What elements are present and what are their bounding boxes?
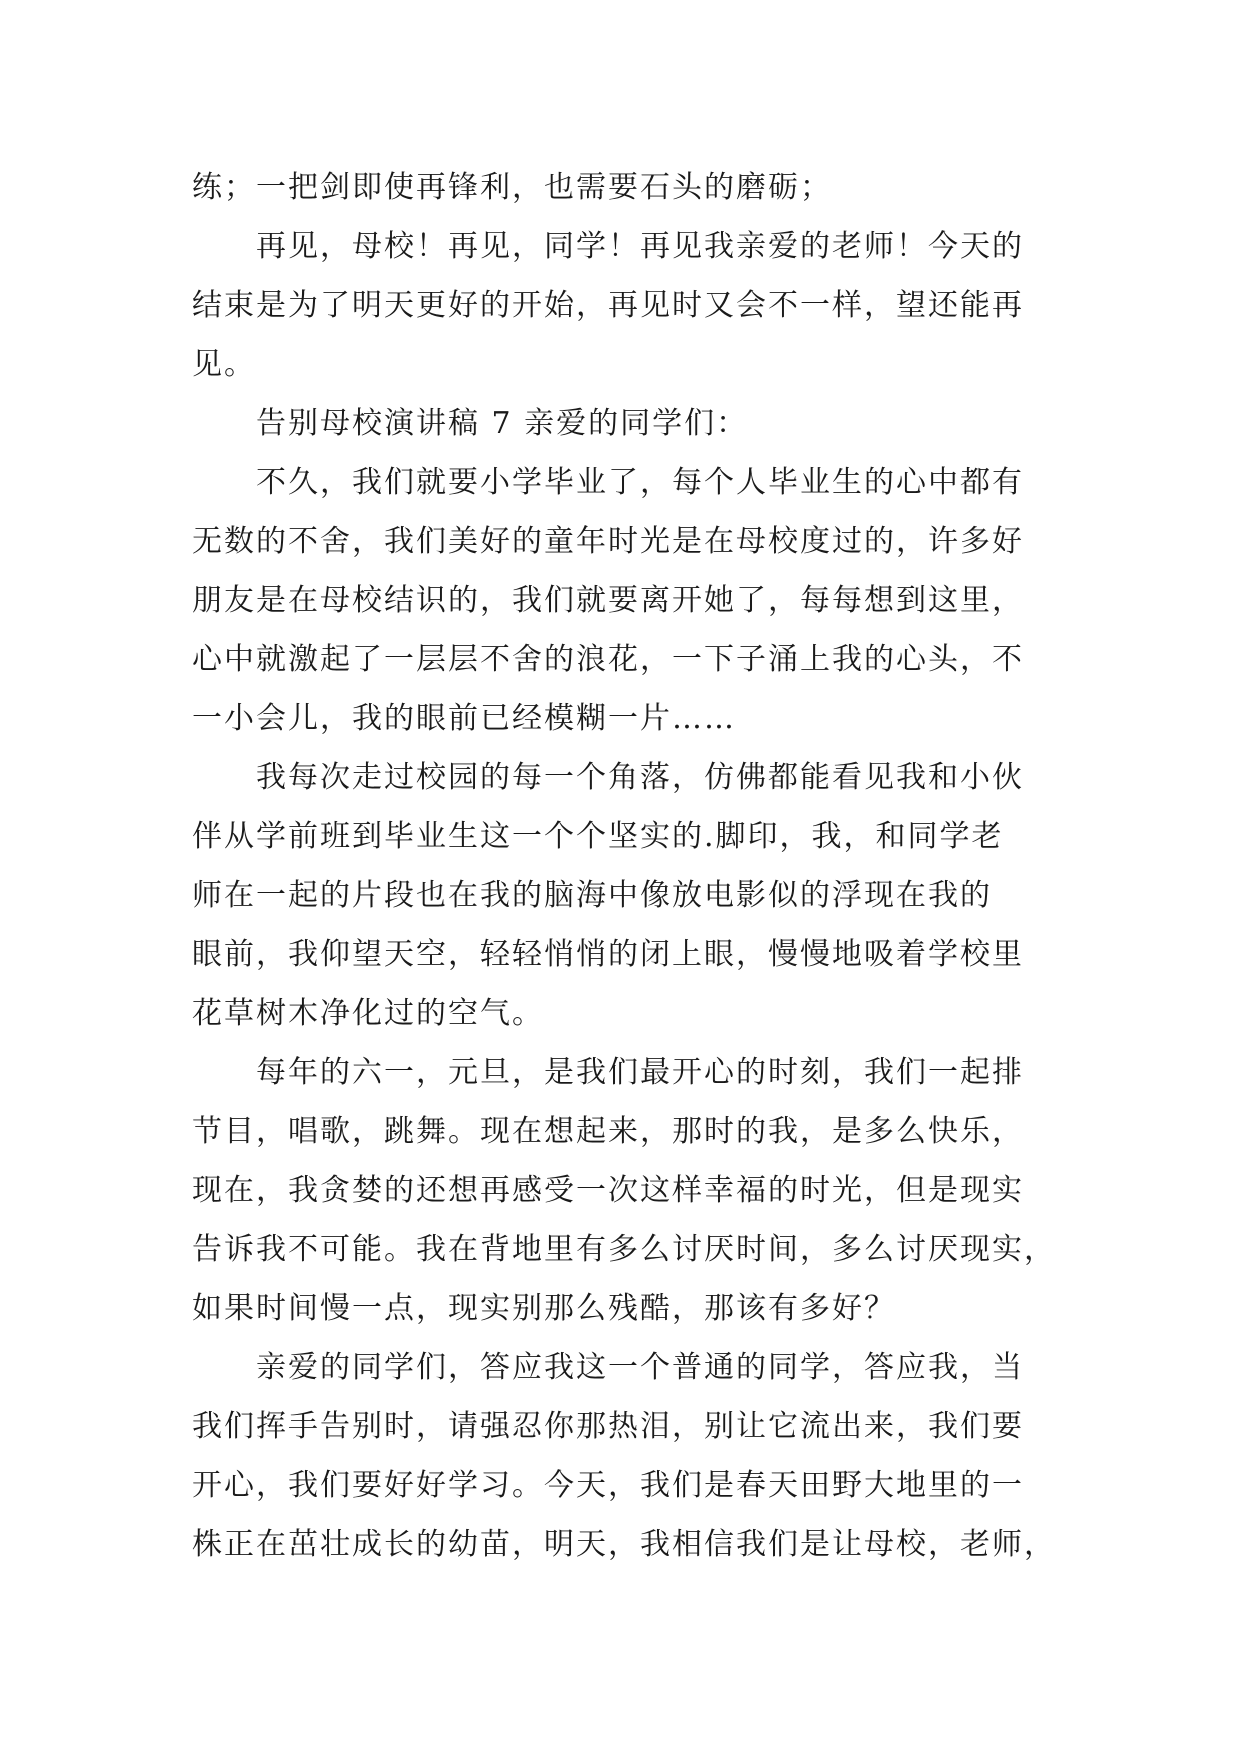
- paragraph-start: 再见，母校！再见，同学！再见我亲爱的老师！今天的: [256, 229, 1024, 264]
- text-line: 株正在茁壮成长的幼苗，明天，我相信我们是让母校，老师，: [192, 1527, 1056, 1562]
- text-line: 师在一起的片段也在我的脑海中像放电影似的浮现在我的: [192, 878, 992, 913]
- text-line: 开心，我们要好好学习。今天，我们是春天田野大地里的一: [192, 1468, 1024, 1503]
- text-line: 我们挥手告别时，请强忍你那热泪，别让它流出来，我们要: [192, 1409, 1024, 1444]
- document-body: [192, 158, 1064, 1574]
- text-line: 现在，我贪婪的还想再感受一次这样幸福的时光，但是现实: [192, 1173, 1024, 1208]
- text-line: 见。: [192, 347, 256, 382]
- paragraph-start: 不久，我们就要小学毕业了，每个人毕业生的心中都有: [256, 465, 1024, 500]
- text-line: 眼前，我仰望天空，轻轻悄悄的闭上眼，慢慢地吸着学校里: [192, 937, 1024, 972]
- paragraph-start: 每年的六一，元旦，是我们最开心的时刻，我们一起排: [256, 1055, 1024, 1090]
- text-line: 告诉我不可能。我在背地里有多么讨厌时间，多么讨厌现实，: [192, 1232, 1056, 1267]
- text-line: 花草树木净化过的空气。: [192, 996, 544, 1031]
- paragraph-start: 我每次走过校园的每一个角落，仿佛都能看见我和小伙: [256, 760, 1024, 795]
- text-line: 节目，唱歌，跳舞。现在想起来，那时的我，是多么快乐，: [192, 1114, 1024, 1149]
- text-line: 朋友是在母校结识的，我们就要离开她了，每每想到这里，: [192, 583, 1024, 618]
- text-line: 心中就激起了一层层不舍的浪花，一下子涌上我的心头，不: [192, 642, 1024, 677]
- text-line: 如果时间慢一点，现实别那么残酷，那该有多好？: [192, 1291, 896, 1326]
- text-line: 伴从学前班到毕业生这一个个坚实的.脚印，我，和同学老: [192, 819, 1004, 854]
- text-line: 一小会儿，我的眼前已经模糊一片……: [192, 701, 736, 736]
- text-line: 无数的不舍，我们美好的童年时光是在母校度过的，许多好: [192, 524, 1024, 559]
- paragraph-start: 亲爱的同学们，答应我这一个普通的同学，答应我，当: [256, 1350, 1024, 1385]
- text-line: 练；一把剑即使再锋利，也需要石头的磨砺；: [192, 170, 832, 205]
- section-heading: 告别母校演讲稿 7 亲爱的同学们：: [256, 406, 749, 441]
- text-line: 结束是为了明天更好的开始，再见时又会不一样，望还能再: [192, 288, 1024, 323]
